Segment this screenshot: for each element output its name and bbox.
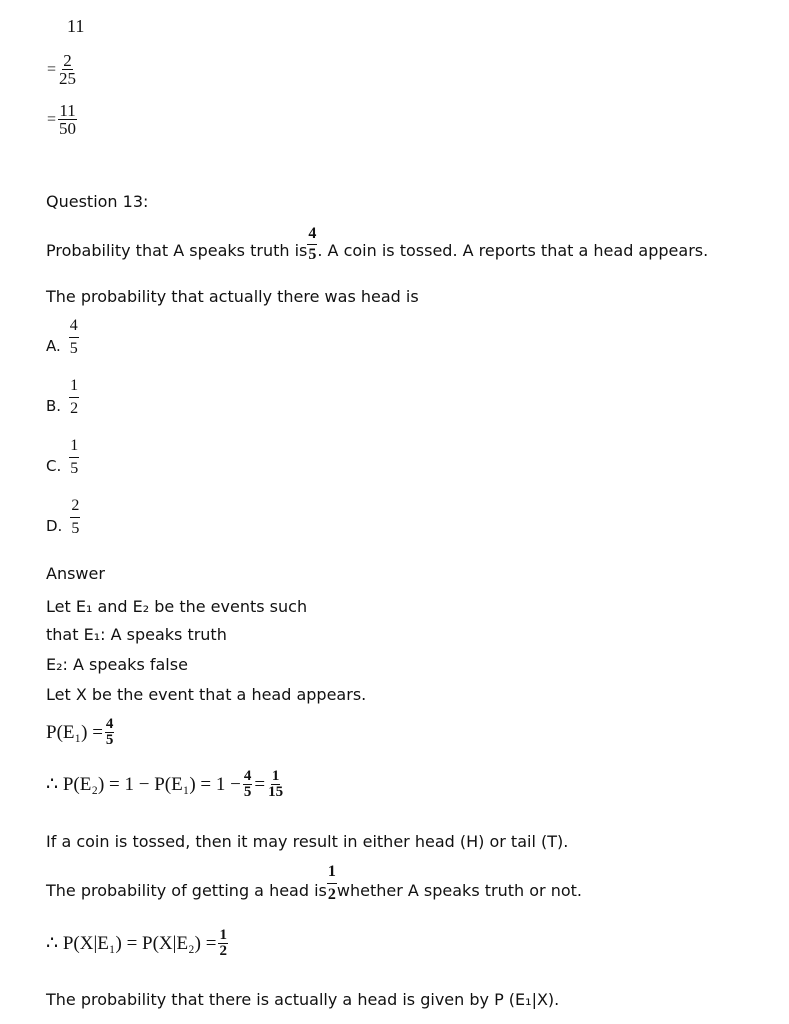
equation-p-e2 [46, 769, 286, 800]
option-fraction [70, 498, 80, 537]
option-d[interactable] [46, 498, 80, 537]
answer-line-4: Let X be the event that a head appears. [46, 685, 367, 704]
truth-probability-fraction [307, 226, 317, 263]
equation-lhs: ∴ P(X|E₁) = P(X|E₂) = [46, 933, 217, 954]
option-letter: B. [46, 397, 62, 415]
equation-fraction-2 [267, 769, 284, 800]
fraction [58, 52, 77, 87]
question-text-after: . A coin is tossed. A reports that a head appears. [317, 241, 709, 260]
answer-heading: Answer [46, 564, 105, 583]
equation-lhs: ∴ P(E₂) = 1 − P(E₁) = 1 − [46, 774, 241, 795]
denominator: 25 [59, 69, 77, 88]
equals-sign: = [254, 773, 266, 795]
option-fraction [69, 438, 79, 477]
answer-line-2: that E₁: A speaks truth [46, 625, 227, 644]
question-title: Question 13: [46, 192, 149, 211]
option-c[interactable] [46, 438, 79, 477]
question-text [46, 226, 708, 263]
numerator: 1 [271, 768, 280, 784]
denominator: 2 [327, 886, 336, 903]
option-fraction [69, 318, 79, 357]
denominator: 15 [268, 784, 284, 800]
question-text-before: Probability that A speaks truth is [46, 241, 308, 260]
equation-fraction [105, 717, 115, 748]
denominator: 2 [219, 943, 227, 959]
equals-sign: = [47, 110, 57, 128]
numerator: 1 [69, 438, 79, 458]
numerator: 11 [59, 101, 76, 120]
equation-lhs: P(E₁) = [46, 721, 103, 743]
head-probability-fraction [327, 864, 337, 903]
answer-line-7: The probability that there is actually a head is given by P (E₁|X). [46, 990, 560, 1009]
equation-p-x-given-e [46, 928, 230, 959]
denominator: 5 [71, 520, 80, 537]
top-fraction-1 [47, 52, 77, 87]
answer-line-5: If a coin is tossed, then it may result in either head (H) or tail (T). [46, 832, 569, 851]
option-letter: C. [46, 457, 62, 475]
option-b[interactable] [46, 378, 79, 417]
equation-fraction-1 [243, 769, 253, 800]
option-letter: A. [46, 337, 61, 355]
equation-p-e1 [46, 717, 116, 748]
numerator: 4 [307, 226, 317, 245]
numerator: 2 [70, 498, 80, 518]
numerator: 4 [105, 716, 114, 732]
fraction [58, 102, 77, 137]
option-a[interactable] [46, 318, 79, 357]
numerator: 1 [69, 378, 79, 398]
numerator: 1 [327, 864, 337, 884]
numerator: 2 [63, 51, 72, 70]
top-fraction-2 [47, 102, 77, 137]
denominator: 5 [243, 784, 252, 800]
denominator: 2 [70, 400, 79, 417]
denominator: 50 [59, 119, 77, 138]
option-fraction [69, 378, 79, 417]
denominator: 5 [308, 246, 317, 263]
denominator: 5 [105, 732, 114, 748]
equals-sign: = [47, 60, 57, 78]
denominator: 5 [69, 340, 78, 357]
numerator: 4 [69, 318, 79, 338]
answer-line-3: E₂: A speaks false [46, 655, 188, 674]
question-line-2: The probability that actually there was head is [46, 287, 419, 306]
numerator: 1 [219, 927, 227, 943]
answer-line-6 [46, 864, 582, 903]
line-6-before: The probability of getting a head is [46, 881, 327, 900]
option-letter: D. [46, 517, 63, 535]
denominator: 5 [70, 460, 79, 477]
answer-line-1: Let E₁ and E₂ be the events such [46, 597, 308, 616]
numerator: 4 [243, 768, 252, 784]
top-value-11: 11 [67, 16, 85, 36]
line-6-after: whether A speaks truth or not. [336, 881, 582, 900]
equation-fraction [218, 928, 228, 959]
